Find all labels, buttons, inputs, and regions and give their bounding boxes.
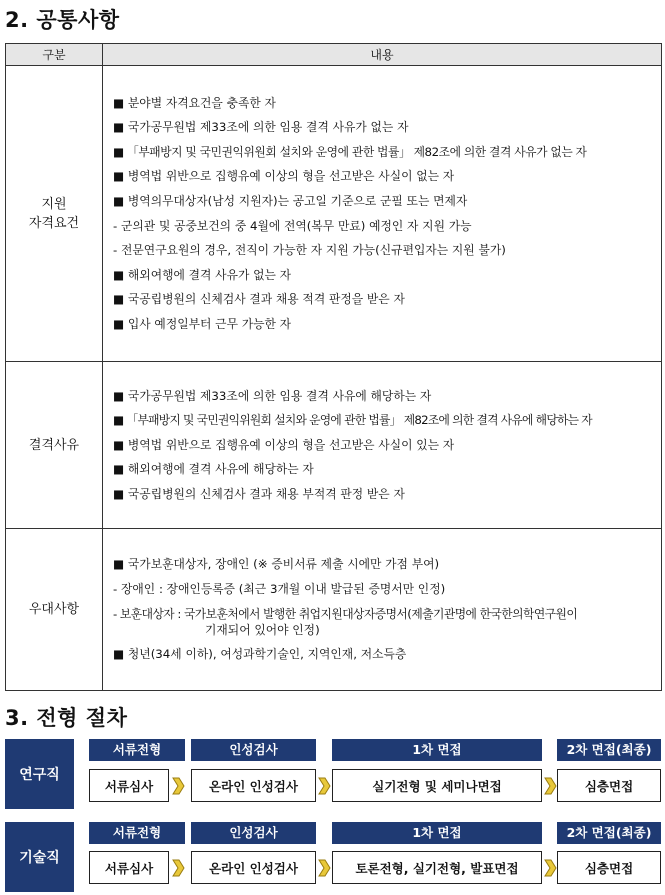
table-header-row xyxy=(6,44,662,66)
step-practical-seminar: 실기전형 및 세미나면접 xyxy=(332,769,542,802)
step-discussion-practical-presentation: 토론전형, 실기전형, 발표면접 xyxy=(332,851,542,884)
arrow-right-icon xyxy=(318,777,331,795)
eligibility-line: ■ 병역의무대상자(남성 지원자)는 공고일 기준으로 군필 또는 면제자 xyxy=(113,193,468,208)
section-3-title: 3. 전형 절차 xyxy=(5,706,128,730)
preference-subline: - 보훈대상자 : 국가보훈처에서 발행한 취업지원대상자증명서(제출기관명에 한국한의학연구원이 xyxy=(113,606,578,621)
disqualification-line: ■ 국공립병원의 신체검사 결과 채용 부적격 판정 받은 자 xyxy=(113,486,405,501)
step-in-depth-interview: 심층면접 xyxy=(557,851,661,884)
eligibility-category-label: 지원 자격요건 xyxy=(28,196,80,231)
disqualification-row xyxy=(6,362,662,529)
eligibility-line: ■ 「부패방지 및 국민권익위원회 설치와 운영에 관한 법률」 제82조에 의한 결격 사유가 없는 자 xyxy=(113,144,587,159)
preference-subline: - 장애인 : 장애인등록증 (최근 3개월 이내 발급된 증명서만 인정) xyxy=(113,581,446,596)
stage-personality: 인성검사 xyxy=(191,739,316,761)
process-row-label: 연구직 xyxy=(5,739,74,809)
arrow-right-icon xyxy=(544,777,557,795)
eligibility-line: ■ 국공립병원의 신체검사 결과 채용 적격 판정을 받은 자 xyxy=(113,292,405,307)
disqualification-line: ■ 병역법 위반으로 집행유예 이상의 형을 선고받은 사실이 있는 자 xyxy=(113,437,455,452)
eligibility-line: ■ 병역법 위반으로 집행유예 이상의 형을 선고받은 사실이 없는 자 xyxy=(113,169,455,184)
preference-category: 우대사항 xyxy=(6,529,103,691)
preference-line: ■ 국가보훈대상자, 장애인 (※ 증비서류 제출 시에만 가점 부여) xyxy=(113,557,440,572)
process-row-technical xyxy=(5,822,662,892)
eligibility-category xyxy=(6,66,103,362)
stage-document: 서류전형 xyxy=(89,739,185,761)
arrow-right-icon xyxy=(318,859,331,877)
preference-row xyxy=(6,529,662,691)
stage-interview-2: 2차 면접(최종) xyxy=(557,739,661,761)
preference-line: ■ 청년(34세 이하), 여성과학기술인, 지역인재, 저소득층 xyxy=(113,647,407,662)
disqualification-line: ■ 「부패방지 및 국민권익위원회 설치와 운영에 관한 법률」 제82조에 의한 결격 사유에 해당하는 자 xyxy=(113,413,592,428)
eligibility-content xyxy=(103,66,662,362)
common-requirements-table xyxy=(5,43,662,691)
preference-content xyxy=(103,529,662,691)
eligibility-line: ■ 입사 예정일부터 근무 가능한 자 xyxy=(113,316,292,331)
process-row-research xyxy=(5,739,662,809)
disqualification-line: ■ 국가공무원법 제33조에 의한 임용 결격 사유에 해당하는 자 xyxy=(113,388,432,403)
stage-personality: 인성검사 xyxy=(191,822,316,844)
stage-interview-2: 2차 면접(최종) xyxy=(557,822,661,844)
eligibility-line: ■ 분야별 자격요건을 충족한 자 xyxy=(113,95,276,110)
eligibility-row xyxy=(6,66,662,362)
arrow-right-icon xyxy=(172,859,185,877)
arrow-right-icon xyxy=(172,777,185,795)
stage-interview-1: 1차 면접 xyxy=(332,739,542,761)
step-online-personality: 온라인 인성검사 xyxy=(191,851,316,884)
stage-document: 서류전형 xyxy=(89,822,185,844)
step-in-depth-interview: 심층면접 xyxy=(557,769,661,802)
process-row-label: 기술직 xyxy=(5,822,74,892)
stage-interview-1: 1차 면접 xyxy=(332,822,542,844)
step-online-personality: 온라인 인성검사 xyxy=(191,769,316,802)
eligibility-subline: - 전문연구요원의 경우, 전직이 가능한 자 지원 가능(신규편입자는 지원 불가) xyxy=(113,243,506,258)
disqualification-line: ■ 해외여행에 결격 사유에 해당하는 자 xyxy=(113,462,314,477)
step-document-review: 서류심사 xyxy=(89,769,169,802)
preference-subline-continued: 기재되어 있어야 인정) xyxy=(205,623,320,638)
step-document-review: 서류심사 xyxy=(89,851,169,884)
disqualification-content xyxy=(103,362,662,529)
header-category: 구분 xyxy=(6,44,103,66)
eligibility-line: ■ 국가공무원법 제33조에 의한 임용 결격 사유가 없는 자 xyxy=(113,120,409,135)
header-content: 내용 xyxy=(103,44,662,66)
section-2-title: 2. 공통사항 xyxy=(5,8,120,32)
eligibility-subline: - 군의관 및 공중보건의 중 4월에 전역(복무 만료) 예정인 자 지원 가능 xyxy=(113,218,472,233)
arrow-right-icon xyxy=(544,859,557,877)
disqualification-category: 결격사유 xyxy=(6,362,103,529)
eligibility-line: ■ 해외여행에 결격 사유가 없는 자 xyxy=(113,267,292,282)
